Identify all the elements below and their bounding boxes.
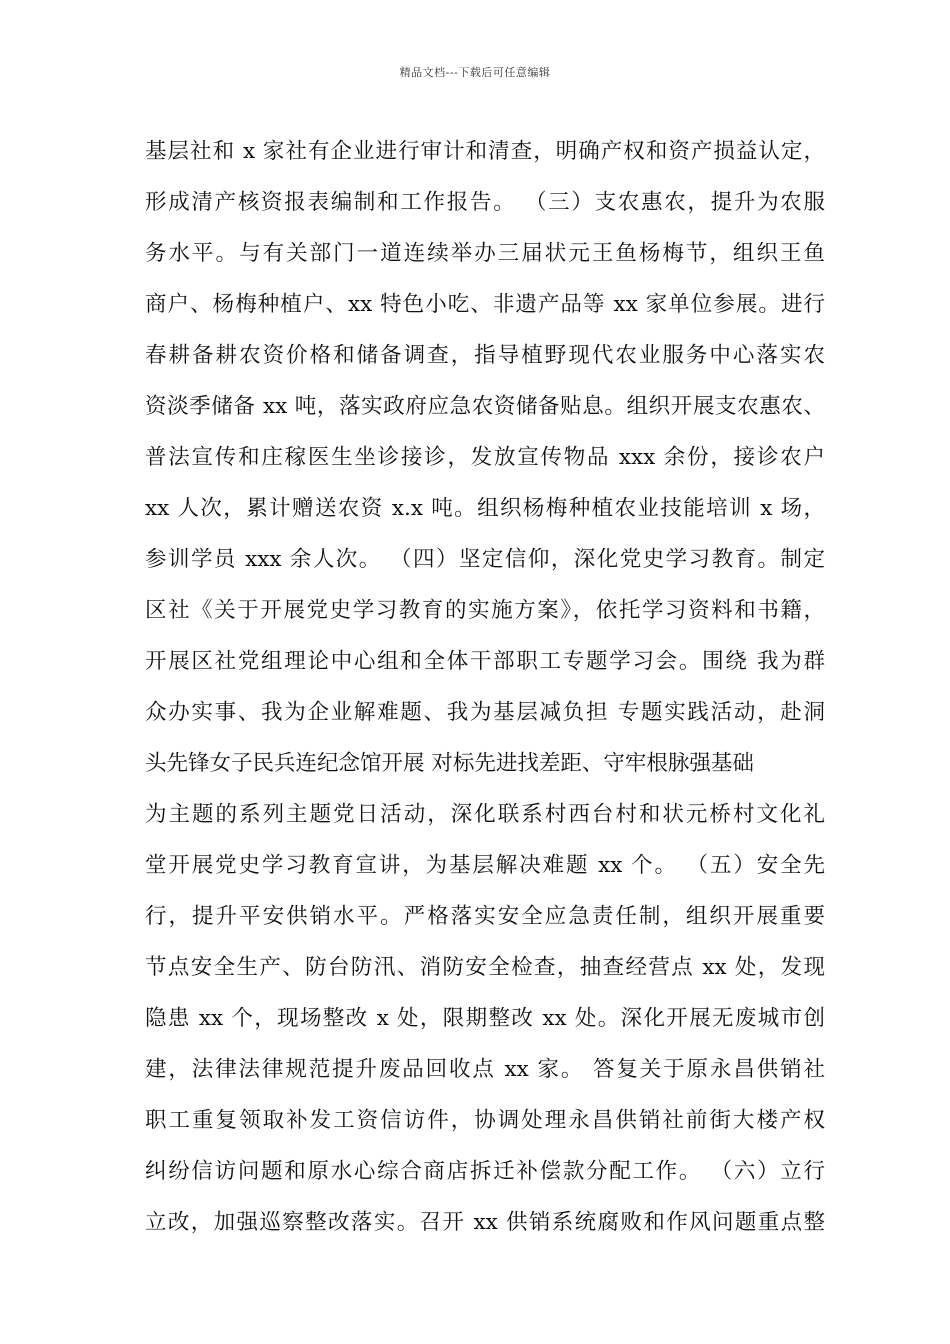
body-line: 职工重复领取补发工资信访件，协调处理永昌供销社前街大楼产权 xyxy=(145,1108,825,1133)
body-line: 隐患 xx 个，现场整改 x 处，限期整改 xx 处。深化开展无废城市创 xyxy=(145,1006,825,1031)
body-line: 为主题的系列主题党日活动，深化联系村西台村和状元桥村文化礼 xyxy=(145,802,825,827)
body-line: 立改，加强巡察整改落实。召开 xx 供销系统腐败和作风问题重点整 xyxy=(145,1210,825,1235)
body-line: 形成清产核资报表编制和工作报告。 （三）支农惠农，提升为农服 xyxy=(145,190,825,215)
body-line: 行，提升平安供销水平。严格落实安全应急责任制，组织开展重要 xyxy=(145,904,825,929)
body-line: 节点安全生产、防台防汛、消防安全检查，抽查经营点 xx 处，发现 xyxy=(145,955,825,980)
document-body xyxy=(145,126,825,1248)
body-line: 资淡季储备 xx 吨，落实政府应急农资储备贴息。组织开展支农惠农、 xyxy=(145,394,825,419)
body-line: 众办实事、我为企业解难题、我为基层减负担 专题实践活动，赴洞 xyxy=(145,700,825,725)
body-line: 区社《关于开展党史学习教育的实施方案》，依托学习资料和书籍， xyxy=(145,598,825,623)
body-line: 开展区社党组理论中心组和全体干部职工专题学习会。围绕 我为群 xyxy=(145,649,825,674)
page-header: 精品文档---下载后可任意编辑 xyxy=(399,66,551,79)
body-line: 参训学员 xxx 余人次。 （四）坚定信仰，深化党史学习教育。制定 xyxy=(145,547,825,572)
body-line: 纠纷信访问题和原水心综合商店拆迁补偿款分配工作。 （六）立行 xyxy=(145,1159,825,1184)
body-line: 头先锋女子民兵连纪念馆开展 对标先进找差距、守牢根脉强基础 xyxy=(145,751,754,776)
body-line: xx 人次，累计赠送农资 x.x 吨。组织杨梅种植农业技能培训 x 场， xyxy=(145,496,825,521)
body-line: 基层社和 x 家社有企业进行审计和清查，明确产权和资产损益认定， xyxy=(145,139,825,164)
body-line: 普法宣传和庄稼医生坐诊接诊，发放宣传物品 xxx 余份，接诊农户 xyxy=(145,445,825,470)
body-line: 建，法律法律规范提升废品回收点 xx 家。 答复关于原永昌供销社 xyxy=(145,1057,825,1082)
body-line: 务水平。与有关部门一道连续举办三届状元王鱼杨梅节，组织王鱼 xyxy=(145,241,825,266)
body-line: 商户、杨梅种植户、xx 特色小吃、非遗产品等 xx 家单位参展。进行 xyxy=(145,292,825,317)
body-line: 堂开展党史学习教育宣讲，为基层解决难题 xx 个。 （五）安全先 xyxy=(145,853,825,878)
body-line: 春耕备耕农资价格和储备调查，指导植野现代农业服务中心落实农 xyxy=(145,343,825,368)
